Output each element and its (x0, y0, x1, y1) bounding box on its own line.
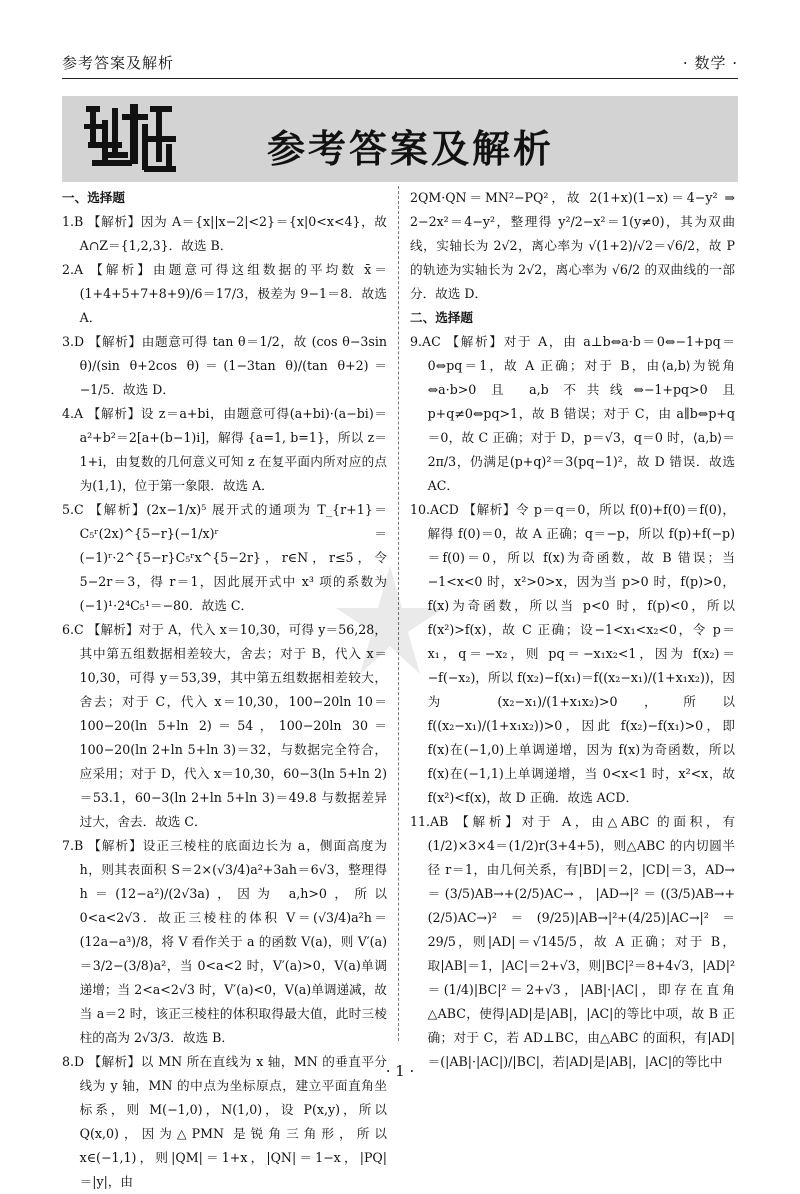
right-column (410, 186, 735, 1074)
answer-item-5: 5.C 【解析】(2x−1/x)⁵ 展开式的通项为 T_{r+1}＝C₅ʳ(2x)^{5−r}(−1/x)ʳ＝(−1)ʳ·2^{5−r}C₅ʳx^{5−2r}，r∈N，r≤5，令 5−2r＝3，得 r＝1，因此展开式中 x³ 项的系数为(−1)¹·2⁴C₅¹＝−80．故选 C． (62, 502, 387, 613)
answer-item-3: 3.D 【解析】由题意可得 tan θ＝1/2，故 (cos θ−3sin θ)/(sin θ+2cos θ)＝(1−3tan θ)/(tan θ+2)＝−1/5．故选 D． (62, 334, 387, 397)
header-subject: · 数学 · (682, 54, 738, 72)
banner-title: 参考答案及解析 (267, 127, 555, 171)
page-number: · 1 · (385, 1062, 415, 1080)
section-heading-choice: 一、选择题 (62, 190, 125, 205)
answer-item-6: 6.C 【解析】对于 A，代入 x＝10,30，可得 y＝56,28，其中第五组数据相差较大，舍去；对于 B，代入 x＝10,30，可得 y＝53,39，其中第五组数据相差较大，舍去；对于 C，代入 x＝10,30，100−20ln 10＝100−20(ln 5+ln 2)＝54，100−20ln 30＝100−20(ln 2+ln 5+ln 3)＝32，与数据完全符合，应采用；对于 D，代入 x＝10,30，60−3(ln 5+ln 2)＝53.1，60−3(ln 2+ln 5+ln 3)＝49.8 与数据差异过大，舍去．故选 C． (62, 622, 387, 829)
answer-item-2: 2.A 【解析】由题意可得这组数据的平均数 x̄＝(1+4+5+7+8+9)/6＝17/3，极差为 9−1＝8．故选 A． (62, 262, 387, 325)
left-column (62, 186, 387, 1194)
page-header (62, 48, 738, 79)
answer-item-8: 8.D 【解析】以 MN 所在直线为 x 轴，MN 的垂直平分线为 y 轴，MN 的中点为坐标原点，建立平面直角坐标系，则 M(−1,0)，N(1,0)，设 P(x,y)，所以 Q(x,0)，因为△PMN 是锐角三角形，所以 x∈(−1,1)，则|QM|＝1+x，|QN|＝1−x，|PQ|＝|y|，由 (62, 1054, 387, 1189)
answer-item-11: 11.AB 【解析】对于 A，由△ABC 的面积，有 (1/2)×3×4＝(1/2)r(3+4+5)，则△ABC 的内切圆半径 r＝1，由几何关系，有|BD|＝2，|CD|＝3，AD→＝(3/5)AB→+(2/5)AC→，|AD→|²＝((3/5)AB→+(2/5)AC→)²＝(9/25)|AB→|²+(4/25)|AC→|²＝29/5，则|AD|＝√145/5，故 A 正确；对于 B，取|AB|＝1，|AC|＝2+√3，则|BC|²＝8+4√3，|AD|²＝(1/4)|BC|²＝2+√3，|AB|·|AC|，即存在直角△ABC，使得|AD|是|AB|，|AC|的等比中项，故 B 正确；对于 C，若 AD⊥BC，由△ABC 的面积，有|AD|＝(|AB|·|AC|)/|BC|，若|AD|是|AB|，|AC|的等比中 (410, 814, 735, 1069)
answer-item-10: 10.ACD 【解析】令 p＝q＝0，所以 f(0)+f(0)＝f(0)，解得 f(0)＝0，故 A 正确；q＝−p，所以 f(p)+f(−p)＝f(0)＝0，所以 f(x)为奇函数，故 B 错误；当−1<x<0 时，x²>0>x，因为当 p>0 时，f(p)>0，f(x)为奇函数，所以当 p<0 时，f(p)<0，所以 f(x²)>f(x)，故 C 正确；设−1<x₁<x₂<0，令 p＝x₁，q＝−x₂，则 pq＝−x₁x₂<1，因为 f(x₂)＝−f(−x₂)，所以 f(x₂)−f(x₁)＝f((x₂−x₁)/(1+x₁x₂))，因为 (x₂−x₁)/(1+x₁x₂)>0，所以 f((x₂−x₁)/(1+x₁x₂))>0，因此 f(x₂)−f(x₁)>0，即 f(x)在(−1,0)上单调递增，因为 f(x)为奇函数，所以 f(x)在(−1,1)上单调递增，当 0<x<1 时，x²<x，故 f(x²)<f(x)，故 D 正确．故选 ACD． (410, 502, 735, 805)
header-title: 参考答案及解析 (62, 54, 175, 72)
section-heading-multi: 二、选择题 (410, 310, 473, 325)
answer-item-9: 9.AC 【解析】对于 A，由 a⊥b⇔a·b＝0⇔−1+pq＝0⇔pq＝1，故 A 正确；对于 B，由⟨a,b⟩为锐角⇔a·b>0 且 a,b 不共线⇔−1+pq>0 且 p+q≠0⇔pq>1，故 B 错误；对于 C，由 a∥b⇔p+q＝0，故 C 正确；对于 D，p＝√3，q＝0 时，⟨a,b⟩＝2π/3，仍满足(p+q)²＝3(pq−1)²，故 D 错误．故选 AC． (410, 334, 735, 493)
answer-item-1: 1.B 【解析】因为 A＝{x||x−2|<2}＝{x|0<x<4}，故 A∩Z＝{1,2,3}．故选 B． (62, 214, 387, 253)
answer-item-4: 4.A 【解析】设 z＝a+bi，由题意可得(a+bi)·(a−bi)＝a²+b²＝2[a+(b−1)i]，解得 {a=1, b=1}，所以 z＝1+i，由复数的几何意义可知 z 在复平面内所对应的点为(1,1)，位于第一象限．故选 A． (62, 406, 387, 493)
seal-logo-icon (82, 100, 182, 178)
answer-item-7: 7.B 【解析】设正三棱柱的底面边长为 a，侧面高度为 h，则其表面积 S＝2×(√3/4)a²+3ah＝6√3，整理得 h＝(12−a²)/(2√3a)，因为 a,h>0，所以 0<a<2√3．故正三棱柱的体积 V＝(√3/4)a²h＝(12a−a³)/8，将 V 看作关于 a 的函数 V(a)，则 V′(a)＝3/2−(3/8)a²，当 0<a<2 时，V′(a)>0，V(a)单调递增；当 2<a<2√3 时，V′(a)<0，V(a)单调递减，故当 a＝2 时，该正三棱柱的体积取得最大值，此时三棱柱的高为 2√3/3．故选 B． (62, 838, 387, 1045)
title-banner (62, 96, 738, 182)
answer-item-8-continued: 2QM·QN＝MN²−PQ²，故 2(1+x)(1−x)＝4−y² ⇒ 2−2x²＝4−y²，整理得 y²/2−x²＝1(y≠0)，其为双曲线，实轴长为 2√2，离心率为 √(1+2)/√2＝√6/2，故 P 的轨迹为实轴长为 2√2，离心率为 √6/2 的双曲线的一部分．故选 D． (410, 190, 735, 301)
